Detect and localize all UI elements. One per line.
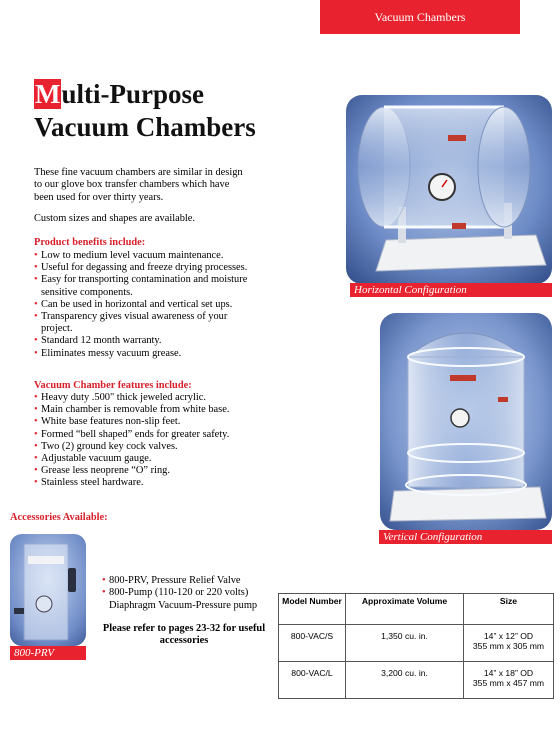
list-item: • Stainless steel hardware. [34, 477, 144, 489]
accessories-list [102, 575, 277, 612]
list-item: • Low to medium level vacuum maintenance. [34, 250, 224, 261]
title-dropcap: M [35, 79, 61, 109]
title-line2: Vacuum Chambers [34, 112, 256, 142]
column-header: Size [464, 594, 554, 625]
section-tab-label: Vacuum Chambers [374, 9, 466, 24]
list-item: • Adjustable vacuum gauge. [34, 453, 152, 465]
model-cell: 800-VAC/L [279, 662, 346, 699]
list-item: • Useful for degassing and freeze drying processes. [34, 262, 248, 274]
page-title [34, 78, 256, 144]
accessories-heading: Accessories Available: [10, 512, 108, 523]
accessory-caption: 800-PRV [10, 646, 86, 660]
accessory-photo [10, 534, 86, 646]
custom-note: Custom sizes and shapes are available. [34, 213, 196, 224]
list-item: • 800-PRV, Pressure Relief Valve [102, 575, 241, 586]
size-cell: 14” x 18” OD 355 mm x 457 mm [464, 662, 554, 699]
benefits-heading: Product benefits include: [34, 237, 146, 248]
table-header-row [279, 594, 554, 625]
benefits-list [34, 250, 249, 360]
list-item: • Standard 12 month warranty. [34, 335, 162, 347]
column-header: Model Number [279, 594, 346, 625]
vertical-caption: Vertical Configuration [379, 530, 552, 544]
table-row [279, 662, 554, 699]
table-row [279, 625, 554, 662]
spec-table [278, 593, 554, 699]
section-tab [320, 0, 520, 34]
list-item: • Transparency gives visual awareness of your project. [34, 311, 228, 335]
volume-cell: 3,200 cu. in. [346, 662, 464, 699]
features-heading: Vacuum Chamber features include: [34, 380, 192, 391]
list-item: • 800-Pump (110-120 or 220 volts) Diaphragm Vacuum-Pressure pump [102, 587, 258, 611]
list-item: • Grease less neoprene “O” ring. [34, 465, 170, 477]
list-item: • Eliminates messy vacuum grease. [34, 347, 182, 359]
list-item: • Two (2) ground key cock valves. [34, 440, 178, 452]
list-item: • Heavy duty .500" thick jeweled acrylic. [34, 392, 206, 403]
refer-note: Please refer to pages 23-32 for useful accessories [102, 623, 266, 647]
horizontal-caption: Horizontal Configuration [350, 283, 552, 297]
list-item: • White base features non-slip feet. [34, 416, 181, 428]
list-item: • Can be used in horizontal and vertical set ups. [34, 298, 233, 310]
list-item: • Formed “bell shaped” ends for greater safety. [34, 428, 230, 440]
intro-paragraph: These fine vacuum chambers are similar in design to our glove box transfer chambers which have been used for over thirty years. [34, 167, 243, 203]
column-header: Approximate Volume [346, 594, 464, 625]
title-line1: ulti-Purpose [61, 79, 204, 109]
volume-cell: 1,350 cu. in. [346, 625, 464, 662]
vertical-chamber-photo [380, 313, 552, 530]
horizontal-chamber-photo [346, 95, 552, 284]
features-list [34, 392, 249, 490]
model-cell: 800-VAC/S [279, 625, 346, 662]
list-item: • Easy for transporting contamination and moisture sensitive components. [34, 274, 248, 298]
size-cell: 14” x 12” OD 355 mm x 305 mm [464, 625, 554, 662]
list-item: • Main chamber is removable from white base. [34, 404, 230, 416]
